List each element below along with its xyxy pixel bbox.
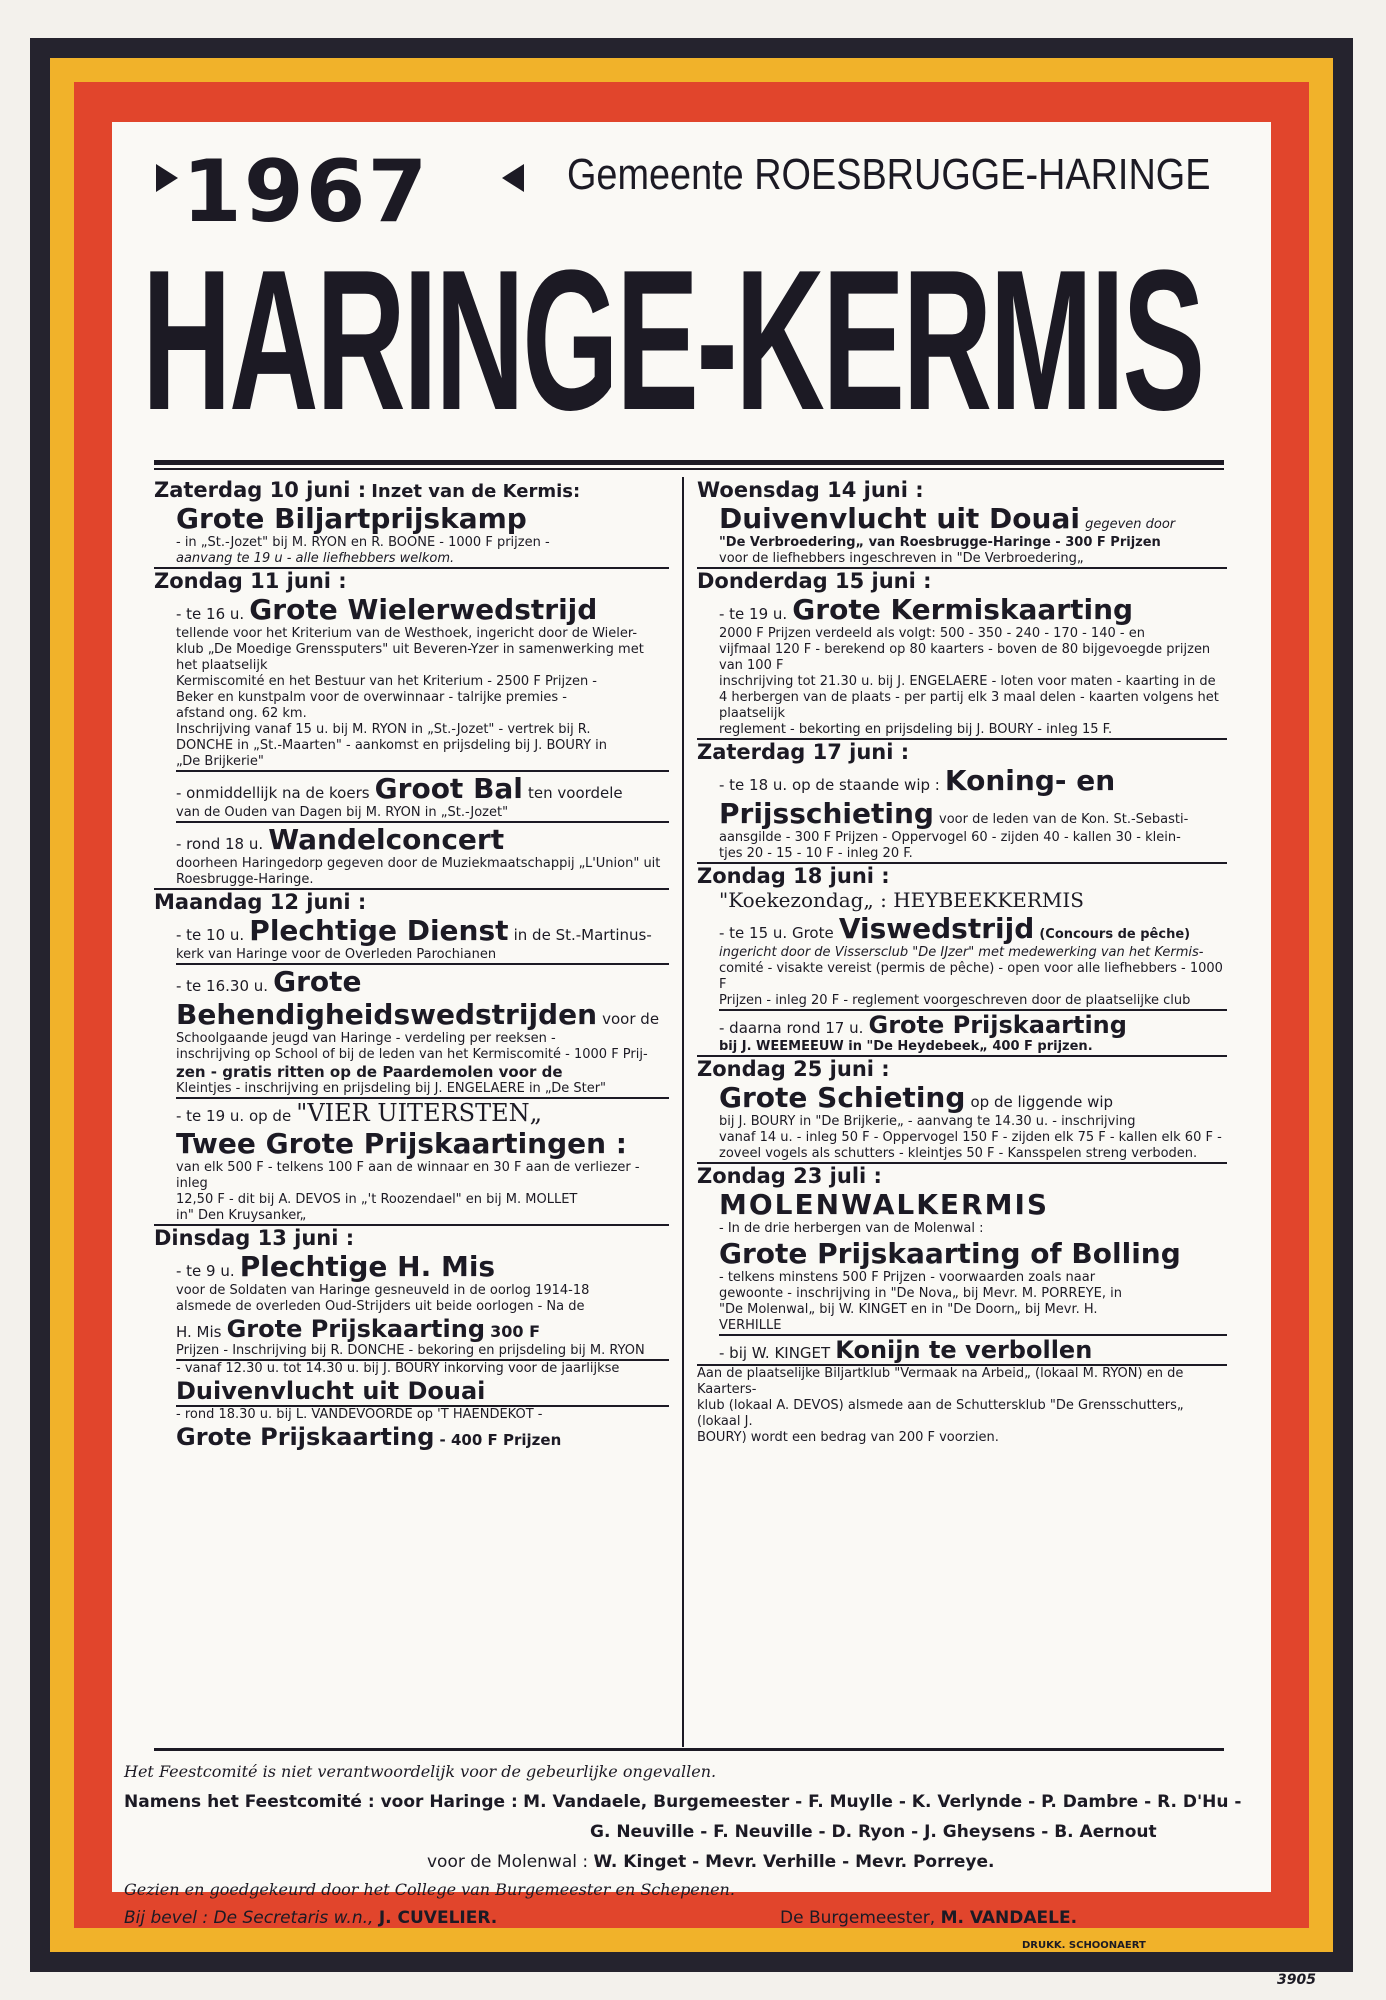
event-prijsschieting: Prijsschieting [719,797,934,830]
event-groot-bal: Groot Bal [374,772,523,805]
day-tuesday-13: Dinsdag 13 juni : - te 9 u. Plechtige H. Mis voor de Soldaten van Haringe gesneuveld in de oorlog 1914-18 alsmede de overleden Oud-Strijders uit beide oorlogen - Na de H. Mis Grote Prijskaarting 300 F Prijzen - Inschrijving bij R. DONCHE - bekoring en prijsdeling bij M. RYON - vanaf 12.30 u. tot 14.30 u. bij J. BOURY inkorving voor de jaarlijkse Duivenvlucht uit Douai - rond 18.30 u. bij L. VANDEVOORDE op 'T HAENDEKOT - Grote Prijskaarting - 400 F Prijzen [154,1226,669,1451]
column-divider [682,477,684,1747]
event-prijskaartingen: Twee Grote Prijskaartingen : [176,1127,628,1160]
event-kermiskaarting: Grote Kermiskaarting [792,593,1134,626]
event-wandelconcert: Wandelconcert [268,823,505,856]
event-duivenvlucht-douai: Duivenvlucht uit Douai [719,502,1080,535]
day-thursday-15: Donderdag 15 juni : - te 19 u. Grote Kermiskaarting 2000 F Prijzen verdeeld als volgt: 500 - 350 - 240 - 170 - 140 - en vijfmaal 120 F - berekend op 80 kaarters - boven de 80 bijgevoegde prijzen van 100 F inschrijving tot 21.30 u. bij J. ENGELAERE - loten voor maten - kaarting in de 4 herbergen van de plaats - per partij elk 3 maal delen - kaarten volgens het plaatselijk reglement - bekorting en prijsdeling bij J. BOURY - inleg 15 F. [697,569,1219,737]
footer-committee: Namens het Feestcomité : voor Haringe : M. Vandaele, Burgemeester - F. Muylle - K. Verlynde - P. Dambre - R. D'Hu - [124,1792,1242,1812]
day-sunday-11: Zondag 11 juni : - te 16 u. Grote Wielerwedstrijd tellende voor het Kriterium van de Westhoek, ingericht door de Wieler- klub „De Moedige Grenssputers" uit Beveren-Yzer in samenwerking met het plaatselijk Kermiscomité en het Bestuur van het Kriterium - 2500 F Prijzen - Beker en kunstpalm voor de overwinnaar - talrijke premies - afstand ong. 62 km. Inschrijving vanaf 15 u. bij M. RYON in „St.-Jozet" - vertrek bij R. DONCHE in „St.-Maarten" - aankomst en prijsdeling bij J. BOURY in „De Brijkerie" - onmiddellijk na de koers Groot Bal ten voordele van de Ouden van Dagen bij M. RYON in „St.-Jozet" - rond 18 u. Wandelconcert doorheen Haringedorp gegeven door de Muziekmaatschappij „L'Union" uit Roesbrugge-Haringe. [154,569,669,888]
header-rule-thin [154,468,1224,470]
event-wielerwedstrijd: Grote Wielerwedstrijd [249,593,598,626]
footer-mayor: De Burgemeester, M. VANDAELE. [780,1908,1078,1928]
footer-molenwal: voor de Molenwal : W. Kinget - Mevr. Verhille - Mevr. Porreye. [427,1852,995,1872]
footer-rule [154,1748,1224,1751]
event-biljart: Grote Biljartprijskamp [176,502,527,535]
event-konijn: Konijn te verbollen [835,1336,1093,1364]
day-saturday-10: Zaterdag 10 juni : Inzet van de Kermis: Grote Biljartprijskamp - in „St.-Jozet" bij M. RYON en R. BOONE - 1000 F prijzen - aanvang te 19 u - alle liefhebbers welkom. [154,478,669,567]
header-rule [154,460,1224,465]
archive-stamp: 3905 [1277,1972,1316,1988]
event-prijskaarting-bolling: Grote Prijskaarting of Bolling [719,1237,1181,1270]
event-plechtige-mis: Plechtige H. Mis [239,1250,496,1283]
municipality: Gemeente ROESBRUGGE-HARINGE [567,150,1211,199]
arrow-right-icon [156,164,178,192]
poster-sheet [112,122,1271,1951]
event-prijskaarting-haendekot: Grote Prijskaarting [176,1423,435,1451]
event-molenwalkermis: MOLENWALKERMIS [719,1188,1050,1221]
event-viswedstrijd: Viswedstrijd [838,912,1035,945]
right-column [697,478,1227,1446]
day-monday-12: Maandag 12 juni : - te 10 u. Plechtige Dienst in de St.-Martinus- kerk van Haringe voor de Overleden Parochianen - te 16.30 u. Grote Behendigheidswedstrijden voor de Schoolgaande jeugd van Haringe - verdeling per reeksen - inschrijving op School of bij de leden van het Kermiscomité - 1000 F Prij- zen - gratis ritten op de Paardemolen voor de Kleintjes - inschrijving en prijsdeling bij J. ENGELAERE in „De Ster" - te 19 u. op de "VIER UITERSTEN„ Twee Grote Prijskaartingen : van elk 500 F - telkens 100 F aan de winnaar en 30 F aan de verliezer - inleg 12,50 F - dit bij A. DEVOS in „'t Roozendael" en bij M. MOLLET in" Den Kruysanker„ [154,890,669,1224]
club-note: Aan de plaatselijke Biljartklub "Vermaak na Arbeid„ (lokaal M. RYON) en de Kaarters- klub (lokaal A. DEVOS) alsmede aan de Schuttersklub "De Grensschutters„ (lokaal J. BOURY) wordt een bedrag van 200 F voorzien. [697,1366,1184,1445]
day-wednesday-14: Woensdag 14 juni : Duivenvlucht uit Douai gegeven door "De Verbroedering„ van Roesbrugge-Haringe - 300 F Prijzen voor de liefhebbers ingeschreven in "De Verbroedering„ [697,478,1176,566]
year: 1967 [182,142,430,242]
footer-approved: Gezien en goedgekeurd door het College van Burgemeester en Schepenen. [124,1880,735,1899]
day-sunday-23-july: Zondag 23 juli : MOLENWALKERMIS - In de drie herbergen van de Molenwal : Grote Prijskaarting of Bolling - telkens minstens 500 F Prijzen - voorwaarden zoals naar gewoonte - inschrijving in "De Nova„ bij Mevr. M. PORREYE, in "De Molenwal„ bij W. KINGET en in "De Doorn„ bij Mevr. H. VERHILLE - bij W. KINGET Konijn te verbollen [697,1164,1227,1364]
poster-title: HARINGE-KERMIS [142,229,1203,452]
footer-disclaimer: Het Feestcomité is niet verantwoordelijk voor de gebeurlijke ongevallen. [124,1762,717,1781]
arrow-left-icon [502,164,524,192]
footer-committee-line2: G. Neuville - F. Neuville - D. Ryon - J. Gheysens - B. Aernout [590,1822,1157,1842]
event-plechtige-dienst: Plechtige Dienst [249,914,509,947]
day-saturday-17: Zaterdag 17 juni : - te 18 u. op de staande wip : Koning- en Prijsschieting voor de leden van de Kon. St.-Sebasti- aansgilde - 300 F Prijzen - Oppervogel 60 - zijden 40 - kallen 30 - klein- tjes 20 - 15 - 10 F - inleg 20 F. [697,740,1189,861]
event-behendigheidswedstrijden: Behendigheidswedstrijden [176,998,598,1031]
printer-credit: DRUKK. SCHOONAERT [1022,1940,1146,1951]
footer-secretary: Bij bevel : De Secretaris w.n., J. CUVELIER. [124,1908,498,1928]
event-grote-schieting: Grote Schieting [719,1081,966,1114]
day-sunday-25: Zondag 25 juni : Grote Schieting op de liggende wip bij J. BOURY in "De Brijkerie„ - aanvang te 14.30 u. - inschrijving vanaf 14 u. - inleg 50 F - Oppervogel 150 F - zijden elk 75 F - kallen elk 60 F - zoveel vogels als schutters - kleintjes 50 F - Kansspelen streng verboden. [697,1057,1222,1161]
event-duivenvlucht: Duivenvlucht uit Douai [176,1377,486,1405]
day-sunday-18: Zondag 18 juni : "Koekezondag„ : HEYBEEKKERMIS - te 15 u. Grote Viswedstrijd (Concours de pêche) ingericht door de Vissersclub "De IJzer" met medewerking van het Kermis- comité - visakte vereist (permis de pêche) - open voor alle liefhebbers - 1000 F Prijzen - inleg 20 F - reglement voorgeschreven door de plaatselijke club - daarna rond 17 u. Grote Prijskaarting bij J. WEEMEEUW in "De Heydebeek„ 400 F prijzen. [697,864,1227,1055]
left-column [154,478,669,1451]
